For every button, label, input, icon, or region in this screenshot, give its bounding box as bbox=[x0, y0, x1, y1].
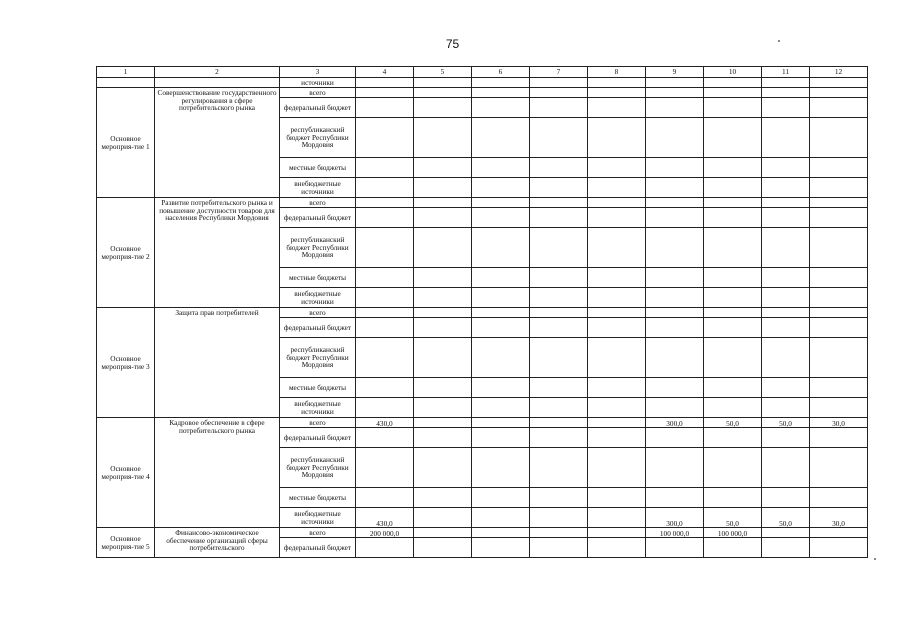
column-header: 7 bbox=[530, 67, 588, 78]
value-cell bbox=[356, 88, 414, 98]
value-cell bbox=[530, 488, 588, 508]
source-cell: местные бюджеты bbox=[280, 268, 356, 288]
value-cell bbox=[810, 158, 868, 178]
value-cell bbox=[472, 528, 530, 538]
value-cell bbox=[530, 288, 588, 308]
value-cell bbox=[704, 398, 762, 418]
value-cell bbox=[646, 268, 704, 288]
column-header: 1 bbox=[97, 67, 155, 78]
value-cell bbox=[762, 178, 810, 198]
source-cell: федеральный бюджет bbox=[280, 318, 356, 338]
value-cell bbox=[762, 488, 810, 508]
source-cell: федеральный бюджет bbox=[280, 428, 356, 448]
value-cell bbox=[588, 178, 646, 198]
value-cell bbox=[646, 448, 704, 488]
value-cell: 430,0 bbox=[356, 418, 414, 428]
value-cell bbox=[530, 198, 588, 208]
value-cell bbox=[810, 378, 868, 398]
value-cell bbox=[530, 208, 588, 228]
value-cell bbox=[704, 228, 762, 268]
value-cell bbox=[472, 418, 530, 428]
source-cell: федеральный бюджет bbox=[280, 98, 356, 118]
value-cell bbox=[762, 378, 810, 398]
value-cell bbox=[530, 158, 588, 178]
source-cell: республиканский бюджет Республики Мордовия bbox=[280, 338, 356, 378]
value-cell bbox=[356, 158, 414, 178]
value-cell bbox=[704, 158, 762, 178]
value-cell bbox=[414, 178, 472, 198]
value-cell bbox=[762, 338, 810, 378]
value-cell bbox=[530, 98, 588, 118]
value-cell: 430,0 bbox=[356, 508, 414, 528]
source-cell: внебюджетные источники bbox=[280, 178, 356, 198]
value-cell: 300,0 bbox=[646, 508, 704, 528]
value-cell bbox=[762, 228, 810, 268]
value-cell bbox=[704, 268, 762, 288]
value-cell bbox=[810, 398, 868, 418]
source-cell: всего bbox=[280, 88, 356, 98]
value-cell bbox=[530, 178, 588, 198]
value-cell bbox=[414, 118, 472, 158]
column-header: 9 bbox=[646, 67, 704, 78]
table-row bbox=[97, 308, 868, 318]
source-cell: федеральный бюджет bbox=[280, 538, 356, 558]
value-cell bbox=[414, 308, 472, 318]
value-cell bbox=[414, 418, 472, 428]
value-cell bbox=[414, 398, 472, 418]
value-cell bbox=[356, 118, 414, 158]
value-cell bbox=[588, 208, 646, 228]
value-cell bbox=[472, 508, 530, 528]
value-cell bbox=[704, 208, 762, 228]
value-cell bbox=[588, 88, 646, 98]
value-cell bbox=[356, 538, 414, 558]
source-cell: внебюджетные источники bbox=[280, 288, 356, 308]
source-cell: внебюджетные источники bbox=[280, 398, 356, 418]
value-cell bbox=[414, 318, 472, 338]
value-cell bbox=[472, 268, 530, 288]
scan-speck bbox=[874, 558, 876, 560]
value-cell: 50,0 bbox=[762, 508, 810, 528]
value-cell bbox=[646, 98, 704, 118]
value-cell bbox=[762, 538, 810, 558]
column-header: 12 bbox=[810, 67, 868, 78]
value-cell bbox=[810, 528, 868, 538]
value-cell bbox=[414, 338, 472, 378]
activity-label: Основное мероприя-тие 3 bbox=[97, 308, 155, 418]
value-cell bbox=[530, 318, 588, 338]
value-cell bbox=[472, 208, 530, 228]
column-header: 3 bbox=[280, 67, 356, 78]
value-cell bbox=[530, 398, 588, 418]
value-cell bbox=[588, 528, 646, 538]
value-cell bbox=[704, 178, 762, 198]
value-cell bbox=[646, 378, 704, 398]
value-cell bbox=[704, 378, 762, 398]
value-cell bbox=[646, 88, 704, 98]
value-cell bbox=[472, 98, 530, 118]
table-row bbox=[97, 528, 868, 538]
value-cell bbox=[530, 88, 588, 98]
value-cell bbox=[646, 178, 704, 198]
value-cell bbox=[762, 428, 810, 448]
value-cell bbox=[588, 318, 646, 338]
value-cell bbox=[530, 538, 588, 558]
value-cell bbox=[704, 78, 762, 88]
value-cell bbox=[646, 78, 704, 88]
column-header: 5 bbox=[414, 67, 472, 78]
column-header: 2 bbox=[155, 67, 280, 78]
value-cell bbox=[472, 118, 530, 158]
value-cell bbox=[356, 178, 414, 198]
activity-label: Основное мероприя-тие 5 bbox=[97, 528, 155, 558]
value-cell bbox=[472, 318, 530, 338]
table-row bbox=[97, 418, 868, 428]
value-cell bbox=[810, 308, 868, 318]
value-cell bbox=[356, 428, 414, 448]
value-cell bbox=[646, 538, 704, 558]
value-cell bbox=[356, 98, 414, 118]
value-cell bbox=[414, 208, 472, 228]
value-cell bbox=[472, 178, 530, 198]
column-header: 10 bbox=[704, 67, 762, 78]
value-cell bbox=[530, 118, 588, 158]
value-cell bbox=[810, 268, 868, 288]
value-cell bbox=[414, 88, 472, 98]
value-cell bbox=[588, 448, 646, 488]
value-cell bbox=[472, 448, 530, 488]
budget-table bbox=[96, 66, 868, 558]
empty-cell bbox=[97, 78, 155, 88]
value-cell bbox=[762, 308, 810, 318]
value-cell bbox=[810, 228, 868, 268]
activity-name: Развитие потребительского рынка и повышение доступности товаров для населения Республики Мордовия bbox=[155, 198, 280, 308]
value-cell bbox=[530, 378, 588, 398]
value-cell bbox=[704, 318, 762, 338]
source-cell: местные бюджеты bbox=[280, 378, 356, 398]
value-cell bbox=[588, 428, 646, 448]
value-cell bbox=[472, 288, 530, 308]
value-cell bbox=[414, 488, 472, 508]
value-cell bbox=[810, 448, 868, 488]
value-cell bbox=[414, 288, 472, 308]
value-cell: 100 000,0 bbox=[646, 528, 704, 538]
value-cell bbox=[704, 308, 762, 318]
value-cell bbox=[762, 98, 810, 118]
value-cell bbox=[356, 308, 414, 318]
value-cell bbox=[414, 228, 472, 268]
source-cell: республиканский бюджет Республики Мордовия bbox=[280, 118, 356, 158]
value-cell bbox=[646, 118, 704, 158]
value-cell bbox=[646, 208, 704, 228]
activity-label: Основное мероприя-тие 1 bbox=[97, 88, 155, 198]
value-cell bbox=[588, 98, 646, 118]
value-cell bbox=[472, 158, 530, 178]
value-cell bbox=[414, 508, 472, 528]
value-cell bbox=[530, 428, 588, 448]
value-cell bbox=[414, 98, 472, 118]
header-row bbox=[97, 67, 868, 78]
value-cell bbox=[810, 98, 868, 118]
value-cell bbox=[762, 208, 810, 228]
activity-name: Совершенствование государственного регулирования в сфере потребительского рынка bbox=[155, 88, 280, 198]
value-cell bbox=[414, 428, 472, 448]
value-cell bbox=[530, 78, 588, 88]
value-cell bbox=[762, 398, 810, 418]
value-cell bbox=[704, 428, 762, 448]
table-row bbox=[97, 88, 868, 98]
value-cell bbox=[530, 228, 588, 268]
source-cell: всего bbox=[280, 528, 356, 538]
value-cell: 50,0 bbox=[762, 418, 810, 428]
page-number: 75 bbox=[445, 37, 460, 51]
value-cell bbox=[356, 288, 414, 308]
value-cell bbox=[356, 208, 414, 228]
value-cell bbox=[646, 338, 704, 378]
source-cell: местные бюджеты bbox=[280, 158, 356, 178]
value-cell bbox=[704, 488, 762, 508]
activity-name: Финансово-экономическое обеспечение организаций сферы потребительского bbox=[155, 528, 280, 558]
value-cell bbox=[414, 448, 472, 488]
value-cell bbox=[588, 158, 646, 178]
value-cell bbox=[530, 448, 588, 488]
value-cell bbox=[704, 448, 762, 488]
column-header: 8 bbox=[588, 67, 646, 78]
source-cell: всего bbox=[280, 308, 356, 318]
value-cell bbox=[762, 288, 810, 308]
value-cell bbox=[810, 428, 868, 448]
value-cell bbox=[414, 268, 472, 288]
value-cell bbox=[356, 338, 414, 378]
value-cell bbox=[414, 528, 472, 538]
value-cell bbox=[588, 378, 646, 398]
value-cell bbox=[704, 288, 762, 308]
value-cell bbox=[810, 118, 868, 158]
value-cell bbox=[646, 308, 704, 318]
value-cell bbox=[472, 228, 530, 268]
value-cell bbox=[810, 488, 868, 508]
value-cell bbox=[704, 118, 762, 158]
value-cell: 50,0 bbox=[704, 418, 762, 428]
value-cell bbox=[356, 488, 414, 508]
value-cell bbox=[588, 338, 646, 378]
value-cell bbox=[356, 228, 414, 268]
value-cell bbox=[762, 268, 810, 288]
activity-label: Основное мероприя-тие 4 bbox=[97, 418, 155, 528]
value-cell bbox=[356, 448, 414, 488]
value-cell bbox=[646, 318, 704, 338]
activity-name: Кадровое обеспечение в сфере потребительского рынка bbox=[155, 418, 280, 528]
value-cell bbox=[414, 198, 472, 208]
value-cell: 100 000,0 bbox=[704, 528, 762, 538]
value-cell bbox=[530, 268, 588, 288]
value-cell bbox=[472, 538, 530, 558]
value-cell bbox=[530, 528, 588, 538]
value-cell bbox=[356, 398, 414, 418]
value-cell bbox=[588, 198, 646, 208]
value-cell bbox=[704, 538, 762, 558]
value-cell bbox=[472, 428, 530, 448]
value-cell bbox=[588, 508, 646, 528]
value-cell bbox=[646, 428, 704, 448]
value-cell bbox=[472, 88, 530, 98]
value-cell bbox=[414, 158, 472, 178]
source-cell: внебюджетные источники bbox=[280, 508, 356, 528]
value-cell bbox=[588, 488, 646, 508]
value-cell bbox=[762, 118, 810, 158]
value-cell bbox=[414, 78, 472, 88]
value-cell bbox=[472, 488, 530, 508]
value-cell bbox=[356, 198, 414, 208]
value-cell bbox=[588, 308, 646, 318]
source-cell: всего bbox=[280, 198, 356, 208]
value-cell bbox=[472, 378, 530, 398]
value-cell bbox=[810, 198, 868, 208]
column-header: 11 bbox=[762, 67, 810, 78]
value-cell bbox=[646, 488, 704, 508]
value-cell bbox=[414, 538, 472, 558]
value-cell bbox=[810, 318, 868, 338]
source-cell: федеральный бюджет bbox=[280, 208, 356, 228]
value-cell bbox=[588, 288, 646, 308]
value-cell bbox=[762, 448, 810, 488]
value-cell bbox=[588, 228, 646, 268]
value-cell: 200 000,0 bbox=[356, 528, 414, 538]
value-cell bbox=[810, 78, 868, 88]
activity-label: Основное мероприя-тие 2 bbox=[97, 198, 155, 308]
value-cell bbox=[646, 398, 704, 418]
value-cell bbox=[472, 338, 530, 378]
value-cell bbox=[810, 288, 868, 308]
continuation-row bbox=[97, 78, 868, 88]
empty-cell bbox=[155, 78, 280, 88]
table-row bbox=[97, 198, 868, 208]
value-cell bbox=[810, 538, 868, 558]
column-header: 4 bbox=[356, 67, 414, 78]
value-cell bbox=[588, 538, 646, 558]
value-cell bbox=[530, 308, 588, 318]
value-cell bbox=[356, 378, 414, 398]
value-cell bbox=[646, 158, 704, 178]
value-cell bbox=[588, 78, 646, 88]
scan-speck bbox=[778, 40, 780, 42]
source-cell: источники bbox=[280, 78, 356, 88]
value-cell bbox=[704, 98, 762, 118]
value-cell: 30,0 bbox=[810, 508, 868, 528]
value-cell bbox=[762, 88, 810, 98]
value-cell bbox=[646, 228, 704, 268]
activity-name: Защита прав потребителей bbox=[155, 308, 280, 418]
value-cell bbox=[472, 78, 530, 88]
value-cell bbox=[530, 508, 588, 528]
value-cell: 50,0 bbox=[704, 508, 762, 528]
value-cell bbox=[810, 178, 868, 198]
value-cell bbox=[472, 308, 530, 318]
value-cell bbox=[414, 378, 472, 398]
value-cell bbox=[762, 318, 810, 338]
value-cell bbox=[646, 288, 704, 308]
value-cell bbox=[810, 208, 868, 228]
value-cell bbox=[472, 398, 530, 418]
value-cell bbox=[704, 88, 762, 98]
value-cell: 30,0 bbox=[810, 418, 868, 428]
value-cell bbox=[530, 338, 588, 378]
value-cell bbox=[472, 198, 530, 208]
value-cell bbox=[762, 528, 810, 538]
column-header: 6 bbox=[472, 67, 530, 78]
value-cell: 300,0 bbox=[646, 418, 704, 428]
value-cell bbox=[762, 78, 810, 88]
source-cell: республиканский бюджет Республики Мордовия bbox=[280, 228, 356, 268]
source-cell: местные бюджеты bbox=[280, 488, 356, 508]
value-cell bbox=[588, 118, 646, 158]
value-cell bbox=[356, 78, 414, 88]
value-cell bbox=[356, 318, 414, 338]
value-cell bbox=[588, 418, 646, 428]
source-cell: республиканский бюджет Республики Мордовия bbox=[280, 448, 356, 488]
value-cell bbox=[762, 158, 810, 178]
value-cell bbox=[646, 198, 704, 208]
value-cell bbox=[762, 198, 810, 208]
value-cell bbox=[356, 268, 414, 288]
value-cell bbox=[530, 418, 588, 428]
value-cell bbox=[588, 268, 646, 288]
source-cell: всего bbox=[280, 418, 356, 428]
value-cell bbox=[704, 198, 762, 208]
value-cell bbox=[810, 88, 868, 98]
value-cell bbox=[588, 398, 646, 418]
value-cell bbox=[704, 338, 762, 378]
value-cell bbox=[810, 338, 868, 378]
